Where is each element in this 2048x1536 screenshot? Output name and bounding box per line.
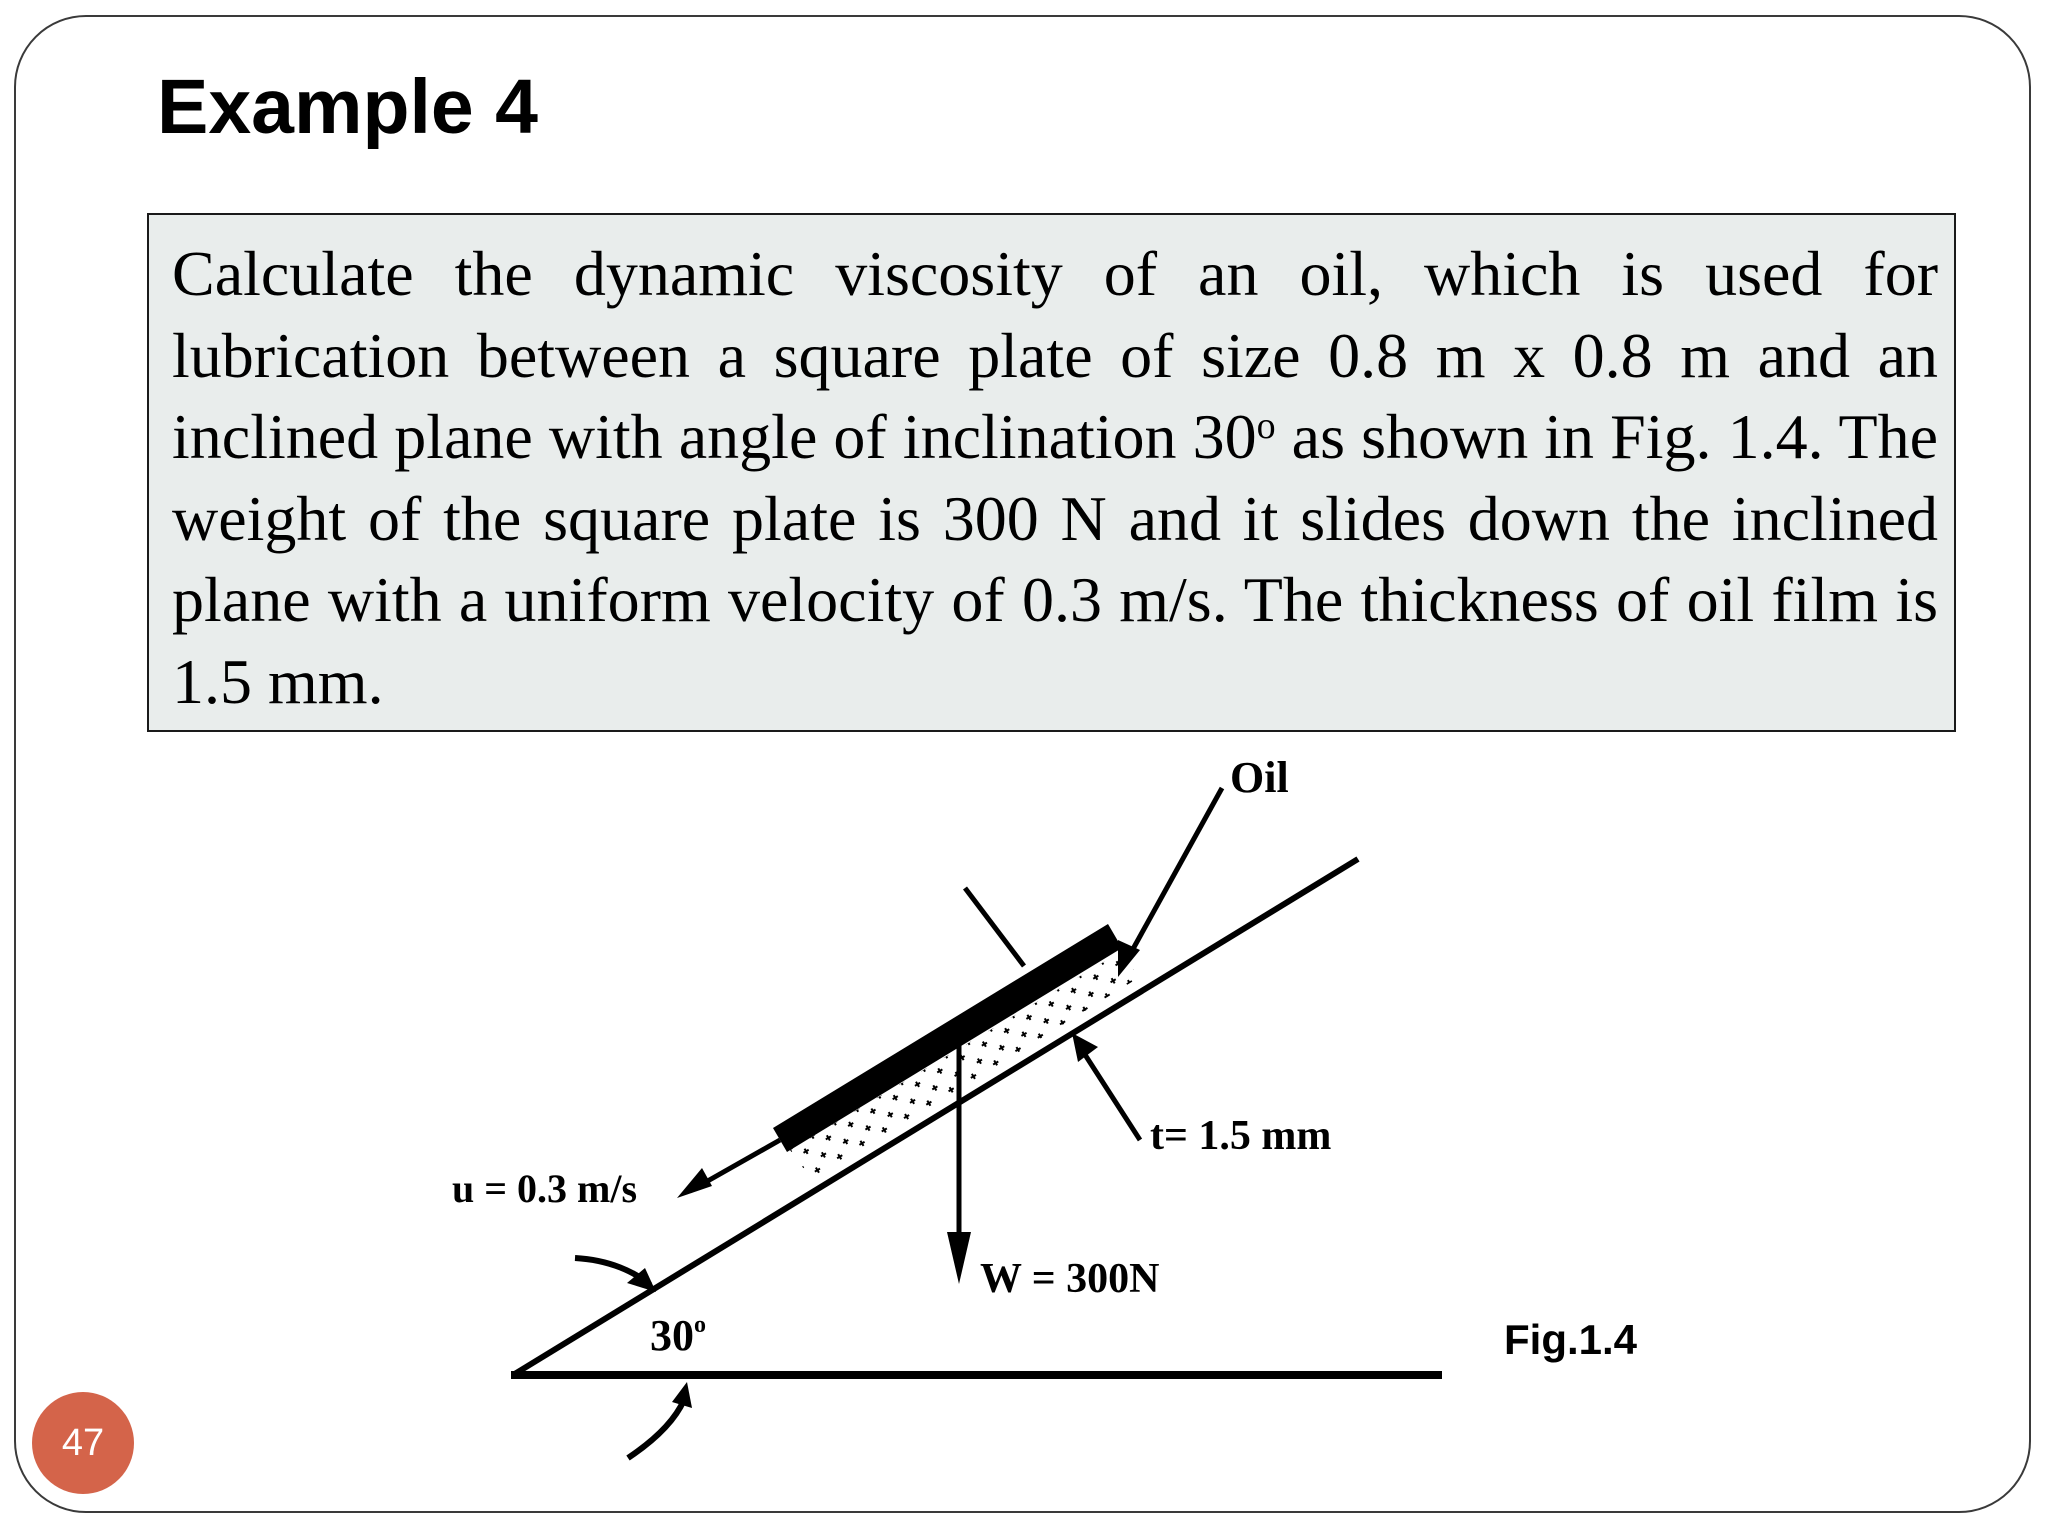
normal-line (965, 888, 1024, 966)
page-number-badge (32, 1392, 134, 1494)
weight-label: W = 300N (980, 1256, 1160, 1302)
figure-caption: Fig.1.4 (1504, 1316, 1638, 1363)
oil-film (790, 957, 1143, 1180)
angle-value: 30 (650, 1311, 694, 1360)
slide-title: Example 4 (157, 64, 538, 150)
problem-text-part1: Calculate the dynamic viscosity of an oil, which is used for lubrication between a square plate of size 0.8 m x 0.8 m and an inclined plane with angle of inclination 30 (172, 238, 1938, 472)
angle-degree-superscript: o (694, 1312, 706, 1338)
problem-text-part2: as shown in Fig. 1.4. The weight of the square plate is 300 N and it slides down the inclined plane with a uniform velocity of 0.3 m/s. The thickness of oil film is 1.5 mm. (172, 401, 1938, 717)
oil-label: Oil (1230, 753, 1289, 802)
angle-label (650, 1310, 706, 1361)
velocity-arrowhead (677, 1168, 712, 1198)
angle-arrow-lower (628, 1400, 684, 1458)
thickness-leader-line (1082, 1050, 1140, 1140)
page-number: 47 (61, 1421, 105, 1464)
oil-leader-line (1128, 788, 1222, 958)
angle-arrowhead-lower (672, 1382, 692, 1408)
velocity-label: u = 0.3 m/s (452, 1166, 638, 1211)
thickness-label: t= 1.5 mm (1150, 1113, 1332, 1159)
degree-superscript: o (1256, 405, 1276, 447)
weight-arrowhead (947, 1232, 971, 1284)
